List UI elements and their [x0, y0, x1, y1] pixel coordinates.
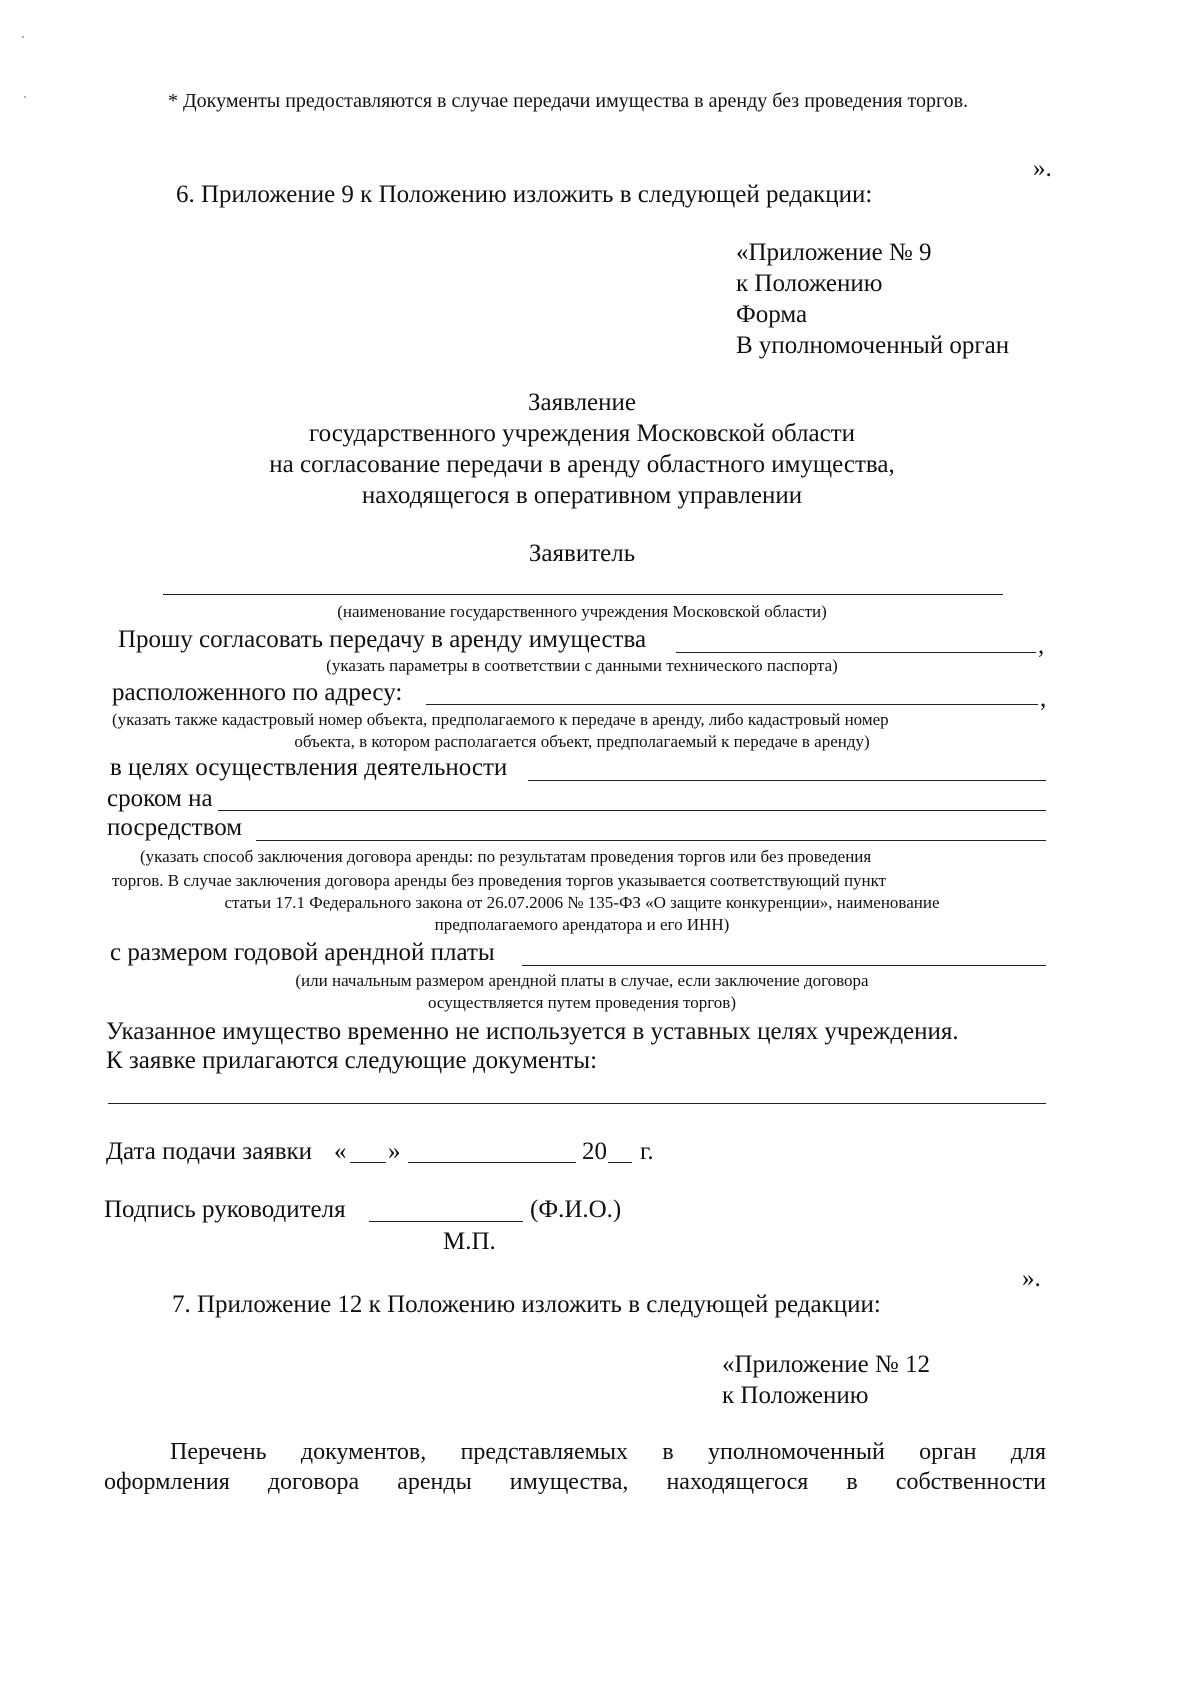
hint-institution: (наименование государственного учреждения Московской области)	[337, 602, 827, 621]
list-word: аренды	[397, 1469, 472, 1495]
address-label: расположенного по адресу:	[112, 679, 403, 706]
month-blank-line	[408, 1162, 576, 1163]
list-word: оформления	[104, 1469, 230, 1495]
applicant-blank-line	[163, 594, 1003, 595]
purpose-label: в целях осуществления деятельности	[110, 754, 508, 781]
term-label: сроком на	[107, 785, 213, 812]
list-word: орган	[919, 1439, 977, 1465]
applicant-label: Заявитель	[528, 540, 636, 567]
document-title: на согласование передачи в аренду областного имущества,	[269, 451, 895, 478]
year-prefix: 20	[582, 1138, 607, 1165]
list-word: в	[662, 1439, 674, 1465]
signature-label: Подпись руководителя	[104, 1196, 346, 1223]
list-word: представляемых	[460, 1439, 629, 1465]
list-title-line-2	[104, 1470, 1046, 1494]
not-used-statement: Указанное имущество временно не используется в уставных целях учреждения.	[106, 1018, 959, 1045]
scan-speck	[24, 96, 26, 98]
appendix-9-addressee: В уполномоченный орган	[736, 332, 1010, 359]
hint-cadastral: объекта, в котором располагается объект, предполагаемый к передаче в аренду)	[294, 732, 870, 751]
comma: ,	[1038, 632, 1045, 659]
term-blank-line	[218, 810, 1046, 811]
hint-method: (указать способ заключения договора аренды: по результатам проведения торгов или без проведения	[140, 847, 872, 866]
signature-blank-line	[369, 1221, 523, 1222]
list-word: собственности	[895, 1469, 1046, 1495]
list-title-line-1	[170, 1440, 1046, 1464]
footnote: * Документы предоставляются в случае передачи имущества в аренду без проведения торгов.	[168, 90, 969, 112]
year-blank-line	[608, 1162, 632, 1163]
means-blank-line	[256, 840, 1046, 841]
document-title: государственного учреждения Московской области	[309, 420, 855, 447]
appendix-9-form-label: Форма	[736, 301, 808, 328]
list-word: документов,	[300, 1439, 427, 1465]
closing-quote: ».	[1033, 155, 1052, 182]
list-word: уполномоченный	[707, 1439, 885, 1465]
list-word: договора	[267, 1469, 360, 1495]
attached-docs-blank-line	[108, 1103, 1046, 1104]
appendix-12-subtitle: к Положению	[722, 1382, 869, 1409]
date-label: Дата подачи заявки	[106, 1138, 313, 1165]
rent-label: с размером годовой арендной платы	[110, 939, 495, 966]
means-label: посредством	[107, 814, 243, 841]
fio-label: (Ф.И.О.)	[530, 1196, 622, 1223]
document-title: Заявление	[527, 389, 637, 416]
list-word: Перечень	[170, 1439, 267, 1465]
rent-blank-line	[522, 965, 1046, 966]
hint-rent: (или начальным размером арендной платы в случае, если заключение договора	[295, 971, 869, 990]
scan-speck	[22, 36, 24, 38]
document-title: находящегося в оперативном управлении	[361, 482, 803, 509]
hint-rent: осуществляется путем проведения торгов)	[427, 993, 736, 1012]
appendix-12-title: «Приложение № 12	[722, 1351, 931, 1378]
appendix-9-title: «Приложение № 9	[736, 239, 932, 266]
attached-docs-label: К заявке прилагаются следующие документы:	[106, 1047, 598, 1074]
day-blank-line	[350, 1162, 386, 1163]
hint-method: торгов. В случае заключения договора аренды без проведения торгов указывается соответствующий пункт	[112, 871, 887, 890]
closing-quote: ».	[1022, 1265, 1041, 1292]
hint-cadastral: (указать также кадастровый номер объекта, предполагаемого к передаче в аренду, либо кадастровый номер	[112, 710, 889, 729]
comma: ,	[1040, 685, 1047, 712]
address-blank-line	[426, 704, 1038, 705]
request-text: Прошу согласовать передачу в аренду имущества	[118, 626, 647, 653]
item-7-heading: 7. Приложение 12 к Положению изложить в следующей редакции:	[172, 1291, 881, 1318]
appendix-9-subtitle: к Положению	[736, 270, 883, 297]
list-word: в	[846, 1469, 858, 1495]
property-blank-line	[676, 652, 1036, 653]
date-close-quote: »	[388, 1138, 401, 1165]
stamp-place-label: М.П.	[443, 1228, 496, 1255]
list-word: для	[1010, 1439, 1046, 1465]
date-open-quote: «	[334, 1138, 347, 1165]
list-word: имущества,	[509, 1469, 629, 1495]
item-6-heading: 6. Приложение 9 к Положению изложить в следующей редакции:	[176, 181, 873, 208]
year-suffix: г.	[640, 1138, 654, 1165]
hint-params: (указать параметры в соответствии с данными технического паспорта)	[326, 656, 838, 675]
list-word: находящегося	[666, 1469, 809, 1495]
hint-method: статьи 17.1 Федерального закона от 26.07.2006 № 135-ФЗ «О защите конкуренции», наименование	[224, 893, 940, 912]
hint-method: предполагаемого арендатора и его ИНН)	[434, 915, 730, 934]
purpose-blank-line	[528, 780, 1046, 781]
